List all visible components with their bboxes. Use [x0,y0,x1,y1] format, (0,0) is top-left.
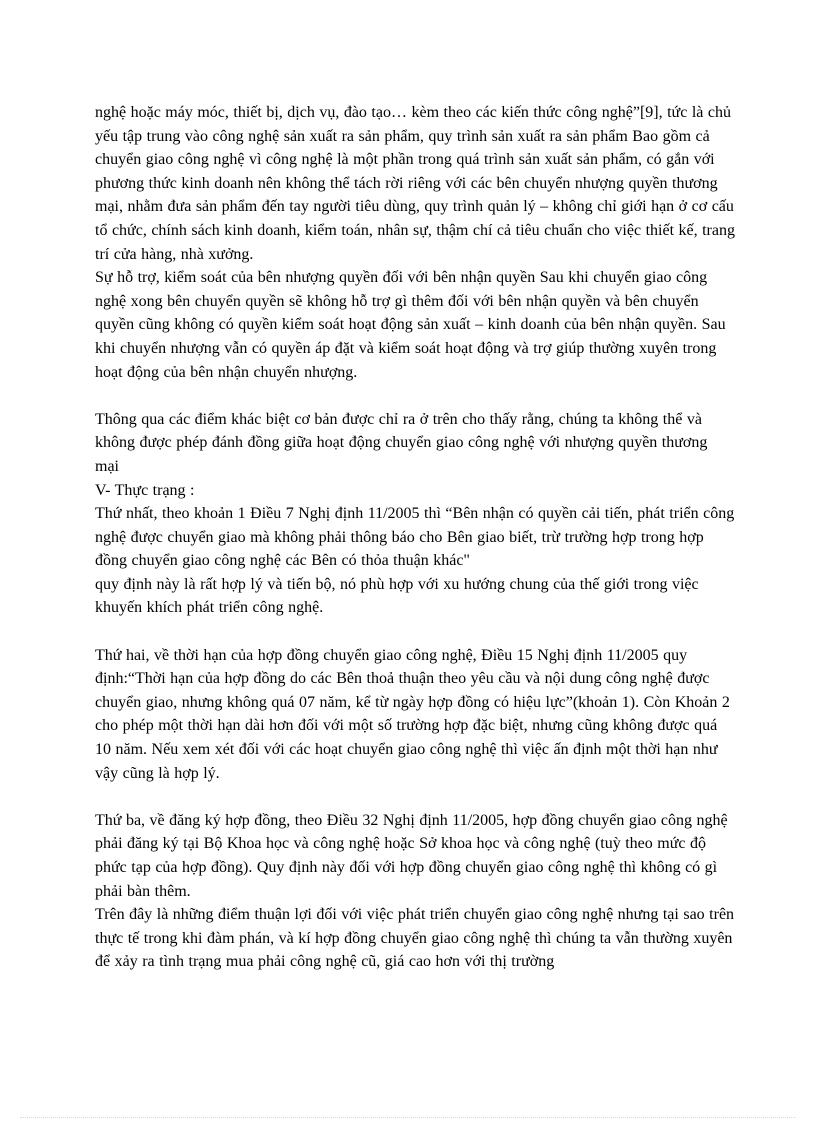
paragraph-spacer [95,785,735,809]
paragraph-summary: Trên đây là những điểm thuận lợi đối với việc phát triển chuyển giao công nghệ nhưng tại sao trên thực tế trong khi đàm phán, và kí hợp đồng chuyển giao công nghệ thì chúng ta vẫn thường xuyên để xảy ra tình trạng mua phải công nghệ cũ, giá cao hơn với thị trường [95,906,735,971]
paragraph-second-point: Thứ hai, về thời hạn của hợp đồng chuyển giao công nghệ, Điều 15 Nghị định 11/2005 quy định:“Thời hạn của hợp đồng do các Bên thoả thuận theo yêu cầu và nội dung công nghệ được chuyển giao, nhưng không quá 07 năm, kể từ ngày hợp đồng có hiệu lực”(khoản 1). Còn Khoản 2 cho phép một thời hạn dài hơn đối với một số trường hợp đặc biệt, nhưng cũng không được quá 10 năm. Nếu xem xét đối với các hoạt chuyển giao công nghệ thì việc ấn định một thời hạn như vậy cũng là hợp lý. [95,646,730,782]
paragraph-spacer [95,384,735,408]
paragraph-spacer [95,620,735,644]
paragraph-third-point: Thứ ba, về đăng ký hợp đồng, theo Điều 32 Nghị định 11/2005, hợp đồng chuyển giao công nghệ phải đăng ký tại Bộ Khoa học và công nghệ hoặc Sở khoa học và công nghệ (tuỳ theo mức độ phức tạp của hợp đồng). Quy định này đối với hợp đồng chuyển giao công nghệ thì không có gì phải bàn thêm. [95,811,728,900]
paragraph-support-control: Sự hỗ trợ, kiểm soát của bên nhượng quyền đối với bên nhận quyền Sau khi chuyển giao công nghệ xong bên chuyển quyền sẽ không hỗ trợ gì thêm đối với bên nhận quyền và bên chuyển quyền cũng không có quyền kiểm soát hoạt động sản xuất – kinh doanh của bên nhận quyền. Sau khi chuyển nhượng vẫn có quyền áp đặt và kiểm soát hoạt động và trợ giúp thường xuyên trong hoạt động của bên nhận chuyển nhượng. [95,269,726,381]
paragraph-first-point-comment: quy định này là rất hợp lý và tiến bộ, nó phù hợp với xu hướng chung của thế giới trong việc khuyến khích phát triển công nghệ. [95,575,699,617]
paragraph-franchise-scope: nghệ hoặc máy móc, thiết bị, dịch vụ, đào tạo… kèm theo các kiến thức công nghệ”[9], tức là chủ yếu tập trung vào công nghệ sản xuất ra sản phẩm, quy trình sản xuất ra sản phẩm Bao gồm cả chuyển giao công nghệ vì công nghệ là một phần trong quá trình sản xuất sản phẩm, có gắn với phương thức kinh doanh nên không thể tách rời riêng với các bên chuyển nhượng quyền thương mại, nhằm đưa sản phẩm đến tay người tiêu dùng, quy trình quản lý – không chỉ giới hạn ở cơ cấu tổ chức, chính sách kinh doanh, kiểm toán, nhân sự, thậm chí cả tiêu chuẩn cho việc thiết kế, trang trí cửa hàng, nhà xưởng. [95,104,735,263]
page-bottom-border [20,1117,796,1118]
section-heading-current-status: V- Thực trạng : [95,481,195,499]
paragraph-first-point: Thứ nhất, theo khoản 1 Điều 7 Nghị định 11/2005 thì “Bên nhận có quyền cải tiến, phát triển công nghệ được chuyển giao mà không phải thông báo cho Bên giao biết, trừ trường hợp trong hợp đồng chuyển giao công nghệ các Bên có thỏa thuận khác" [95,505,735,570]
paragraph-conclusion: Thông qua các điểm khác biệt cơ bản được chỉ ra ở trên cho thấy rằng, chúng ta không thể và không được phép đánh đồng giữa hoạt động chuyển giao công nghệ với nhượng quyền thương mại [95,410,708,475]
document-body [95,101,735,974]
